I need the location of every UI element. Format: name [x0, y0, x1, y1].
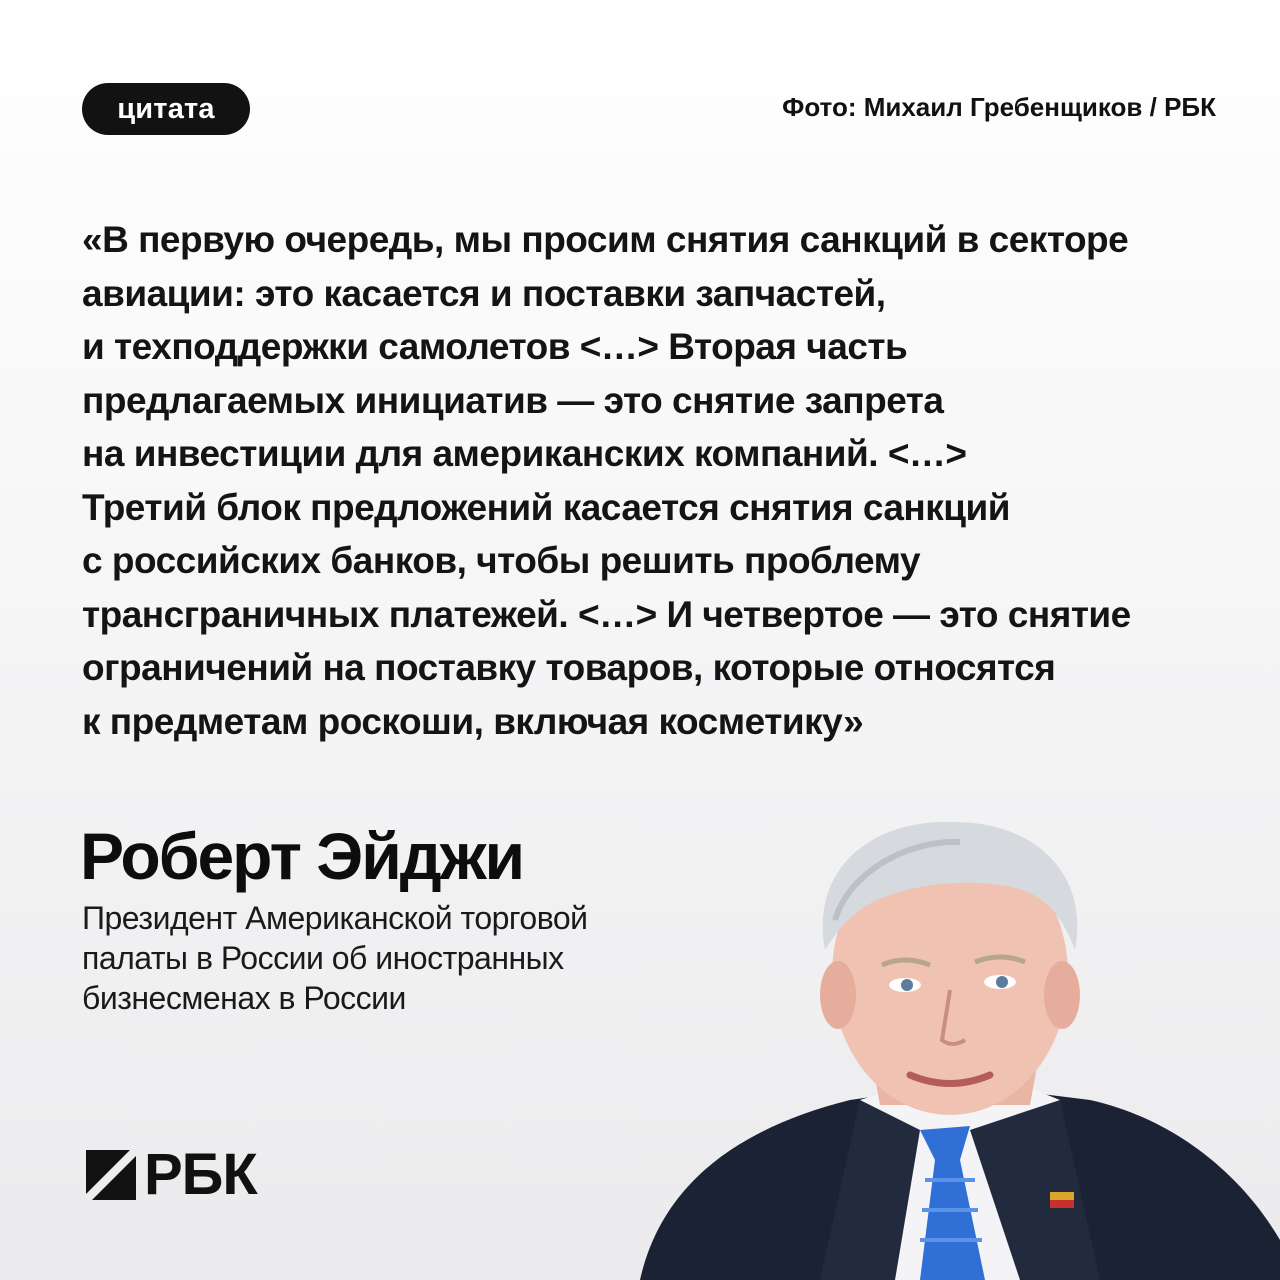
- quote-line: «В первую очередь, мы просим снятия санкций в секторе: [82, 219, 1129, 260]
- photo-credit: Фото: Михаил Гребенщиков / РБК: [782, 92, 1216, 122]
- quote-line: Третий блок предложений касается снятия санкций: [82, 486, 1011, 528]
- speaker-role-line: бизнесменах в России: [82, 980, 406, 1016]
- speaker-role: [82, 898, 588, 1018]
- quote-line: на инвестиции для американских компаний. <…>: [82, 433, 967, 474]
- quote-line: ограничений на поставку товаров, которые относятся: [82, 647, 1056, 688]
- quote-tag-pill: [82, 83, 250, 135]
- quote-text: [82, 213, 1222, 748]
- quote-line: авиации: это касается и поставки запчастей,: [82, 272, 886, 314]
- quote-line: предлагаемых инициатив — это снятие запрета: [82, 379, 944, 421]
- quote-line: к предметам роскоши, включая косметику»: [82, 700, 864, 742]
- speaker-name: Роберт Эйджи: [80, 819, 524, 893]
- speaker-portrait: [620, 800, 1280, 1280]
- quote-line: с российских банков, чтобы решить проблему: [82, 540, 921, 581]
- rbc-logo-text: РБК: [144, 1142, 257, 1207]
- rbc-logo: [86, 1142, 257, 1207]
- speaker-role-line: палаты в России об иностранных: [82, 940, 564, 976]
- rbc-slash-icon: [86, 1150, 136, 1200]
- quote-line: трансграничных платежей. <…> И четвертое — это снятие: [82, 593, 1131, 635]
- quote-tag-label: цитата: [117, 92, 215, 125]
- quote-line: и техподдержки самолетов <…> Вторая часть: [82, 326, 908, 367]
- speaker-role-line: Президент Американской торговой: [82, 900, 588, 936]
